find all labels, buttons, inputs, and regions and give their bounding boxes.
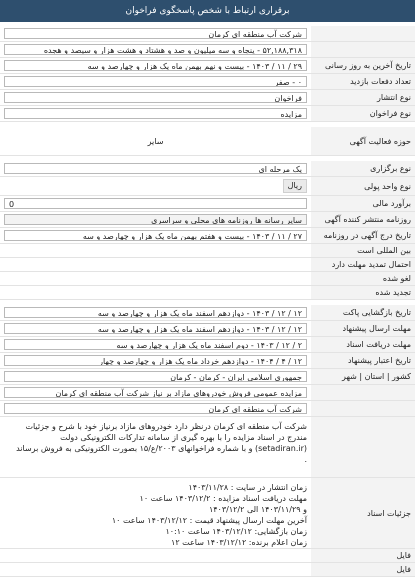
details-row: [0, 478, 415, 549]
publish-date-label: تاریخ درج آگهی در روزنامه: [311, 228, 415, 243]
validity-date-row: [0, 353, 415, 369]
submit-deadline-row: [0, 321, 415, 337]
org-label: [311, 401, 415, 416]
publish-date-row: [0, 228, 415, 244]
contact-responder-label: برقراری ارتباط با شخص پاسخگوی فراخوان: [125, 6, 290, 16]
org-row: [0, 401, 415, 417]
opening-date-label: تاریخ بازگشایی پاکت: [311, 305, 415, 320]
cancel-label: لغو شده: [311, 272, 415, 285]
attachment2-row: [0, 563, 415, 577]
currency-value: ریال: [283, 179, 307, 193]
last-update-label: تاریخ آخرین به روز رسانی: [311, 58, 415, 73]
publish-type-label: نوع انتشار: [311, 90, 415, 105]
client-row: [0, 26, 415, 42]
details-text: [112, 480, 307, 548]
attachment-label: فایل: [311, 549, 415, 562]
description-label: [311, 417, 415, 477]
subject-value: مزایده عمومی فروش خودروهای مازاد بر نیاز شرکت آب منطقه ای کرمان: [4, 387, 307, 398]
amount-row: [0, 42, 415, 58]
extension-row: [0, 258, 415, 272]
publish-date-value: ۲۷ / ۱۱ / ۱۴۰۳ - بیست و هفتم بهمن ماه یک هزار و چهارصد و سه: [4, 230, 307, 241]
org-value: شرکت آب منطقه ای کرمان: [4, 403, 307, 414]
details-line: و ۱۴۰۳/۱۱/۲۹ الی ۱۴۰۳/۱۲/۲: [208, 505, 307, 514]
validity-date-label: تاریخ اعتبار پیشنهاد: [311, 353, 415, 368]
currency-row: [0, 177, 415, 196]
last-update-value: ۲۹ / ۱۱ / ۱۴۰۳ - بیست و نهم بهمن ماه یک هزار و چهارصد و سه: [4, 60, 307, 71]
newspaper-value: سایر رسانه ها روزنامه های محلی و سراسری: [4, 214, 307, 225]
opening-date-row: [0, 305, 415, 321]
stage-type-label: نوع برگزاری: [311, 161, 415, 176]
extension-label: احتمال تمدید مهلت دارد: [311, 258, 415, 271]
renewed-label: تجدید شده: [311, 286, 415, 299]
last-update-row: [0, 58, 415, 74]
description-line: مندرج در اسناد مزایده را با بهره گیری از سامانه تدارکات الکترونیکی دولت: [60, 433, 307, 442]
subject-row: [0, 385, 415, 401]
subject-label: [311, 385, 415, 400]
tender-type-value: مزایده: [4, 108, 307, 119]
description-row: [0, 417, 415, 478]
stage-type-row: [0, 161, 415, 177]
details-line: زمان بازگشایی: ۱۴۰۳/۱۲/۱۲ ساعت ۱۰:۱۰: [165, 527, 307, 536]
estimated-amount-row: [0, 196, 415, 212]
submit-deadline-label: مهلت ارسال پیشنهاد: [311, 321, 415, 336]
newspaper-label: روزنامه منتشر کننده آگهی: [311, 212, 415, 227]
location-value: جمهوری اسلامی ایران - کرمان - کرمان: [4, 371, 307, 382]
publish-type-row: [0, 90, 415, 106]
estimated-amount-label: برآورد مالی: [311, 196, 415, 211]
tender-type-label: نوع فراخوان: [311, 106, 415, 121]
cancel-row: [0, 272, 415, 286]
activity-area-row: [0, 127, 415, 156]
description-line: .: [304, 455, 307, 464]
client-label: [311, 26, 415, 41]
estimated-amount-value: 0: [4, 198, 307, 209]
activity-area-label: حوزه فعالیت آگهی: [311, 127, 415, 155]
description-line: شرکت آب منطقه ای کرمان درنظر دارد خودروهای مازاد برنیاز خود با شرح و جزئیات: [25, 422, 307, 431]
details-line: زمان اعلام برنده: ۱۴۰۳/۱۲/۱۲ ساعت ۱۲: [171, 538, 307, 547]
activity-area-value: سایر: [147, 136, 164, 146]
submit-deadline-value: ۱۲ / ۱۲ / ۱۴۰۳ - دوازدهم اسفند ماه یک هزار و چهارصد و سه: [4, 323, 307, 334]
newspaper-row: [0, 212, 415, 228]
details-line: مهلت دریافت اسناد مزایده : ۱۴۰۳/۱۲/۲ ساعت ۱۰: [139, 494, 307, 503]
attachment-row: [0, 549, 415, 563]
publish-type-value: فراخوان: [4, 92, 307, 103]
docs-deadline-value: ۲ / ۱۲ / ۱۴۰۳ - دوم اسفند ماه یک هزار و چهارصد و سه: [4, 339, 307, 350]
details-line: زمان انتشار در سایت : ۱۴۰۳/۱۱/۲۸: [188, 483, 307, 492]
renewed-row: [0, 286, 415, 300]
description-text: [16, 419, 307, 467]
docs-deadline-label: مهلت دریافت اسناد: [311, 337, 415, 352]
currency-label: نوع واحد پولی: [311, 177, 415, 195]
description-line: (setadiran.ir) و با شماره فراخوانهای ۲۰۰۳/ع/۱۵ بصورت الکترونیکی به فروش برساند: [16, 444, 307, 453]
docs-deadline-row: [0, 337, 415, 353]
details-line: آخرین مهلت ارسال پیشنهاد قیمت : ۱۴۰۳/۱۲/۱۲ ساعت ۱۰: [111, 516, 307, 525]
validity-date-value: ۱۲ / ۴ / ۱۴۰۴ - دوازدهم خرداد ماه یک هزار و چهارصد و چهار: [4, 355, 307, 366]
visits-row: [0, 74, 415, 90]
amount-label: [311, 42, 415, 57]
client-value: شرکت آب منطقه ای کرمان: [4, 28, 307, 39]
location-row: [0, 369, 415, 385]
tender-type-row: [0, 106, 415, 122]
attachment2-label: فایل: [311, 563, 415, 576]
stage-type-value: یک مرحله ای: [4, 163, 307, 174]
amount-value: ۵۲,۱۸۸,۳۱۸ - پنجاه و سه میلیون و صد و هشتاد و هشت هزار و سیصد و هجده: [4, 44, 307, 55]
opening-date-value: ۱۲ / ۱۲ / ۱۴۰۳ - دوازدهم اسفند ماه یک هزار و چهارصد و سه: [4, 307, 307, 318]
visits-label: تعداد دفعات بازدید: [311, 74, 415, 89]
visits-value: ۰ - صفر: [4, 76, 307, 87]
details-label: جزئیات اسناد: [311, 478, 415, 548]
international-row: [0, 244, 415, 258]
contact-responder-bar[interactable]: [0, 0, 415, 22]
location-label: کشور | استان | شهر: [311, 369, 415, 384]
international-label: بین المللی است: [311, 244, 415, 257]
